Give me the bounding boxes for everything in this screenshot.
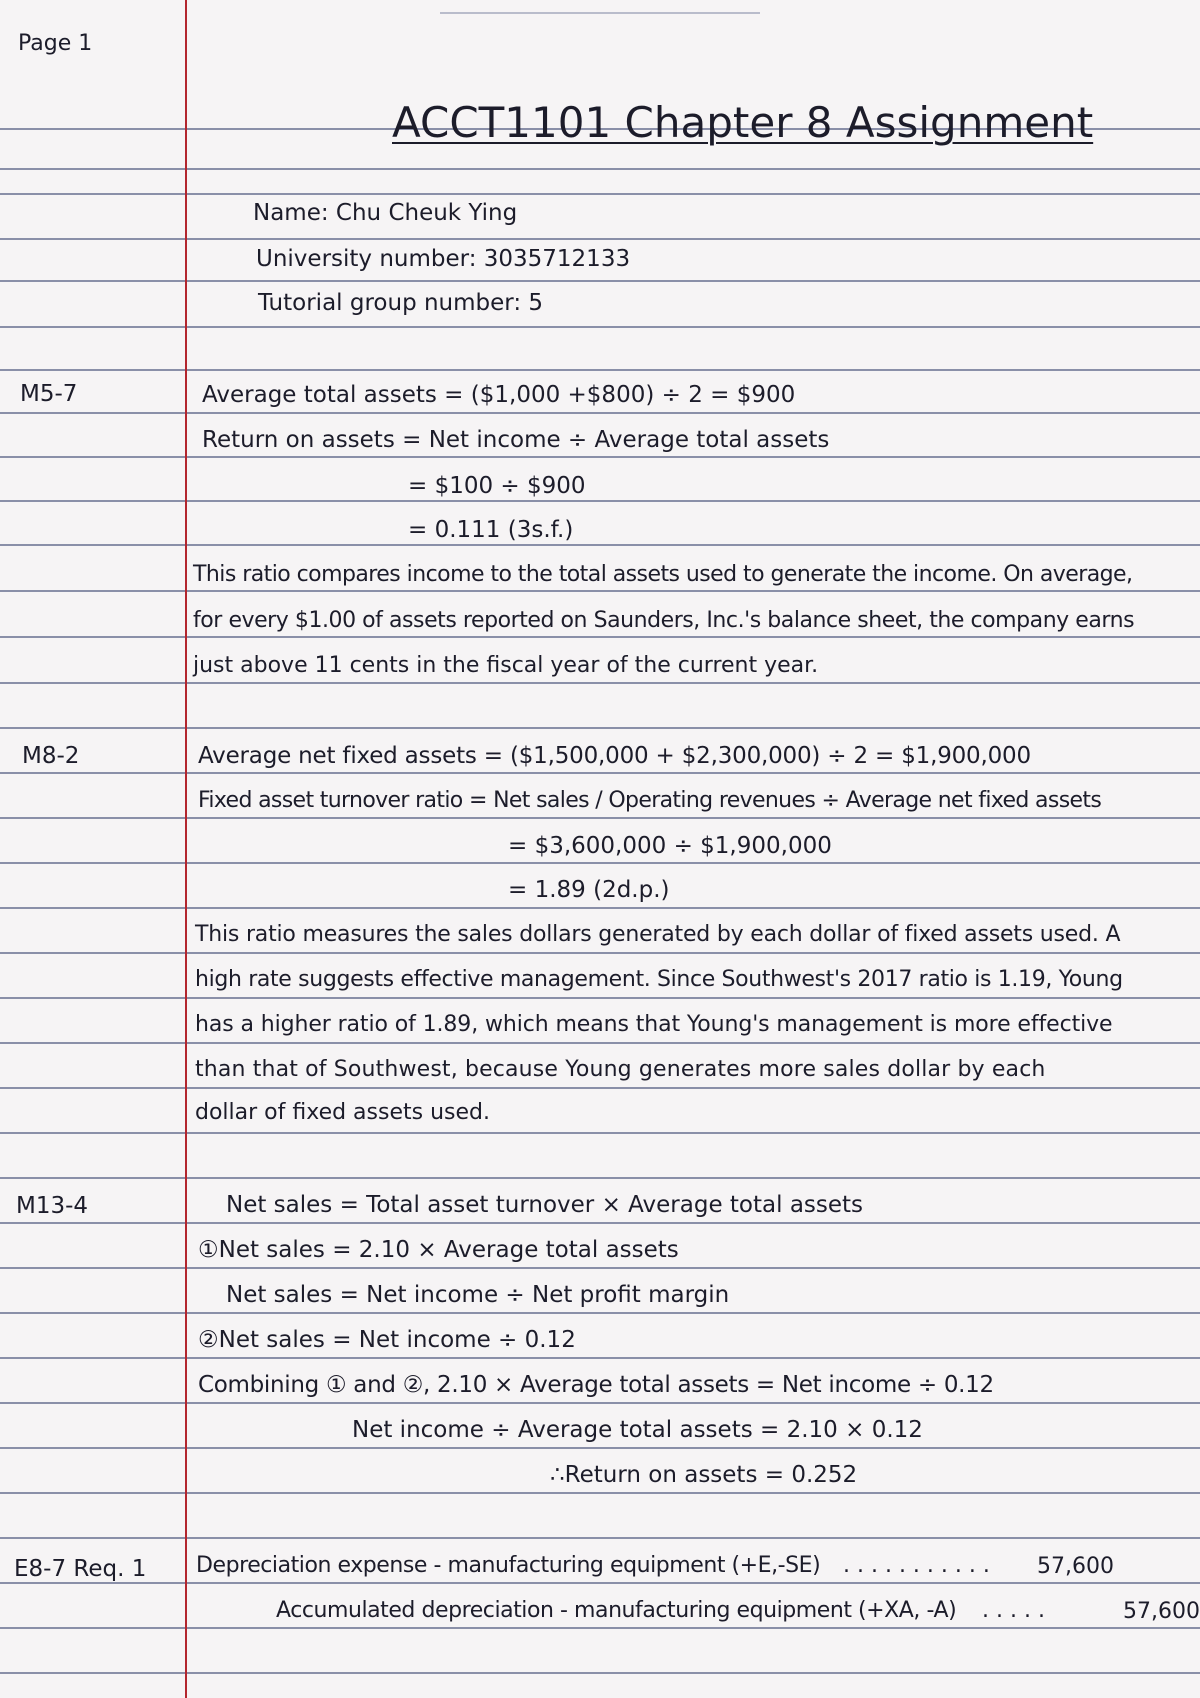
ruled-line xyxy=(0,168,1200,170)
text-line: Fixed asset turnover ratio = Net sales / Operating revenues ÷ Average net fixed assets xyxy=(198,788,1102,813)
text-line: = 0.111 (3s.f.) xyxy=(408,517,574,543)
journal-debit-account: Depreciation expense - manufacturing equipment (+E,-SE) xyxy=(196,1553,821,1578)
text-line: This ratio compares income to the total assets used to generate the income. On average, xyxy=(193,562,1133,587)
ruled-line xyxy=(0,772,1200,774)
ruled-line xyxy=(0,326,1200,328)
ruled-line xyxy=(0,1537,1200,1539)
page-title: ACCT1101 Chapter 8 Assignment xyxy=(392,98,1094,147)
text-line: just above 11 cents in the fiscal year of the current year. xyxy=(193,653,819,678)
ruled-line xyxy=(0,1042,1200,1044)
ruled-line xyxy=(0,590,1200,592)
ruled-line xyxy=(0,280,1200,282)
text-line: dollar of fixed assets used. xyxy=(195,1100,490,1125)
text-line: for every $1.00 of assets reported on Saunders, Inc.'s balance sheet, the company earns xyxy=(193,608,1135,633)
ruled-line xyxy=(0,369,1200,371)
text-line: Net sales = Total asset turnover × Average total assets xyxy=(226,1192,864,1218)
ruled-line xyxy=(0,238,1200,240)
text-line: high rate suggests effective management. Since Southwest's 2017 ratio is 1.19, Young xyxy=(195,967,1123,992)
ruled-line xyxy=(0,1357,1200,1359)
ruled-line xyxy=(0,817,1200,819)
ruled-line xyxy=(0,1177,1200,1179)
text-line: Net sales = Net income ÷ Net profit margin xyxy=(226,1282,730,1308)
ruled-line xyxy=(0,1267,1200,1269)
ruled-line xyxy=(0,544,1200,546)
ruled-line xyxy=(0,500,1200,502)
text-line: has a higher ratio of 1.89, which means that Young's management is more effective xyxy=(195,1012,1113,1037)
ruled-line xyxy=(0,1132,1200,1134)
ruled-line xyxy=(0,1222,1200,1224)
ruled-line xyxy=(0,1672,1200,1674)
ruled-line xyxy=(0,1627,1200,1629)
journal-credit-leader: . . . . . xyxy=(982,1598,1045,1623)
ruled-line xyxy=(0,1312,1200,1314)
page-label: Page 1 xyxy=(18,31,93,56)
student-name: Name: Chu Cheuk Ying xyxy=(253,200,518,226)
ruled-line xyxy=(0,636,1200,638)
ruled-line xyxy=(0,1087,1200,1089)
university-number: University number: 3035712133 xyxy=(256,246,631,272)
section-label-m13-4: M13-4 xyxy=(16,1193,89,1219)
text-line: Return on assets = Net income ÷ Average total assets xyxy=(202,427,830,453)
text-line: ①Net sales = 2.10 × Average total assets xyxy=(198,1237,679,1263)
ruled-line xyxy=(0,1447,1200,1449)
text-line: than that of Southwest, because Young generates more sales dollar by each xyxy=(195,1057,1046,1082)
ruled-line xyxy=(0,997,1200,999)
text-line: Average total assets = ($1,000 +$800) ÷ 2 = $900 xyxy=(202,382,796,408)
text-line: ∴Return on assets = 0.252 xyxy=(550,1462,858,1488)
text-line: This ratio measures the sales dollars generated by each dollar of fixed assets used. A xyxy=(195,922,1121,947)
tutorial-group: Tutorial group number: 5 xyxy=(258,290,544,316)
ruled-line xyxy=(0,193,1200,195)
section-label-m8-2: M8-2 xyxy=(22,743,80,769)
ruled-line xyxy=(0,1492,1200,1494)
ruled-line xyxy=(0,1582,1200,1584)
text-line: = 1.89 (2d.p.) xyxy=(508,877,670,903)
ruled-line xyxy=(0,952,1200,954)
journal-debit-leader: . . . . . . . . . . . xyxy=(843,1553,990,1578)
journal-credit-amount: 57,600 xyxy=(1123,1599,1200,1624)
journal-debit-amount: 57,600 xyxy=(1037,1554,1114,1579)
ruled-line xyxy=(0,1402,1200,1404)
journal-credit-account: Accumulated depreciation - manufacturing equipment (+XA, -A) xyxy=(276,1598,957,1623)
ruled-line xyxy=(0,907,1200,909)
text-line: Combining ① and ②, 2.10 × Average total assets = Net income ÷ 0.12 xyxy=(198,1372,994,1398)
ruled-line xyxy=(0,727,1200,729)
margin-line xyxy=(185,0,187,1698)
ruled-line xyxy=(0,456,1200,458)
text-line: Average net fixed assets = ($1,500,000 + $2,300,000) ÷ 2 = $1,900,000 xyxy=(198,743,1031,769)
ruled-line xyxy=(0,412,1200,414)
text-line: Net income ÷ Average total assets = 2.10 × 0.12 xyxy=(352,1417,923,1443)
text-line: = $100 ÷ $900 xyxy=(408,473,586,499)
ruled-line xyxy=(0,682,1200,684)
text-line: ②Net sales = Net income ÷ 0.12 xyxy=(198,1327,576,1353)
ruled-line xyxy=(440,12,760,14)
section-label-e8-7: E8-7 Req. 1 xyxy=(14,1556,147,1582)
section-label-m5-7: M5-7 xyxy=(20,381,78,407)
ruled-line xyxy=(0,862,1200,864)
text-line: = $3,600,000 ÷ $1,900,000 xyxy=(508,833,832,859)
